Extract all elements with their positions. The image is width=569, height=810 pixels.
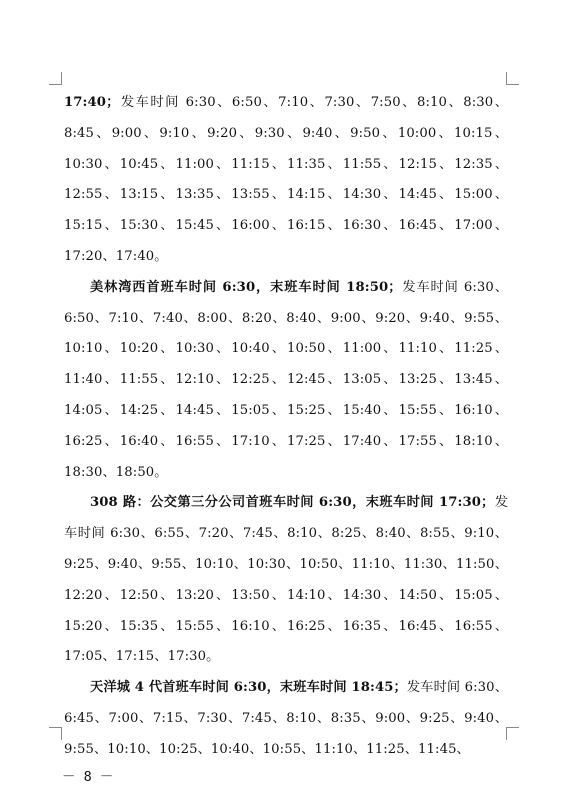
schedule-paragraph-1 (64, 88, 508, 273)
schedule-paragraph-3 (64, 488, 508, 673)
paragraph-text: 发车时间 6:30、6:45、7:00、7:15、7:30、7:45、8:10、8:35、9:00、9:25、9:40、9:55、10:10、10:25、10:40、10:55、11:10、11:25、11:45、 (64, 680, 508, 757)
crop-mark-bottom-left (49, 727, 62, 740)
paragraph-text: 发车时间 6:30、6:55、7:20、7:45、8:10、8:25、8:40、8:55、9:10、9:25、9:40、9:55、10:10、10:30、10:50、11:10、11:30、11:50、12:20、12:50、13:20、13:50、14:10、14:30、14:50、15:05、15:20、15:35、15:55、16:10、16:25、16:35、16:45、16:55、17:05、17:15、17:30。 (64, 495, 508, 665)
paragraph-heading: 308 路：公交第三分公司首班车时间 6:30，末班车时间 17:30； (90, 495, 495, 511)
document-body (64, 88, 508, 766)
page-number: － 8 － (62, 769, 114, 785)
paragraph-heading: 天洋城 4 代首班车时间 6:30，末班车时间 18:45； (90, 680, 407, 696)
paragraph-text: 发车时间 6:30、6:50、7:10、7:40、8:00、8:20、8:40、9:00、9:20、9:40、9:55、10:10、10:20、10:30、10:40、10:50、11:00、11:10、11:25、11:40、11:55、12:10、12:25、12:45、13:05、13:25、13:45、14:05、14:25、14:45、15:05、15:25、15:40、15:55、16:10、16:25、16:40、16:55、17:10、17:25、17:40、17:55、18:10、18:30、18:50。 (64, 279, 508, 480)
schedule-paragraph-4 (64, 673, 508, 765)
schedule-paragraph-2 (64, 273, 508, 489)
paragraph-text: 发车时间 6:30、6:50、7:10、7:30、7:50、8:10、8:30、8:45、9:00、9:10、9:20、9:30、9:40、9:50、10:00、10:15、10:30、10:45、11:00、11:15、11:35、11:55、12:15、12:35、12:55、13:15、13:35、13:55、14:15、14:30、14:45、15:00、15:15、15:30、15:45、16:00、16:15、16:30、16:45、17:00、17:20、17:40。 (64, 95, 508, 264)
paragraph-heading: 17:40； (64, 95, 120, 110)
crop-mark-top-left (49, 72, 62, 85)
paragraph-heading: 美林湾西首班车时间 6:30，末班车时间 18:50； (90, 279, 402, 295)
crop-mark-top-right (506, 72, 519, 85)
